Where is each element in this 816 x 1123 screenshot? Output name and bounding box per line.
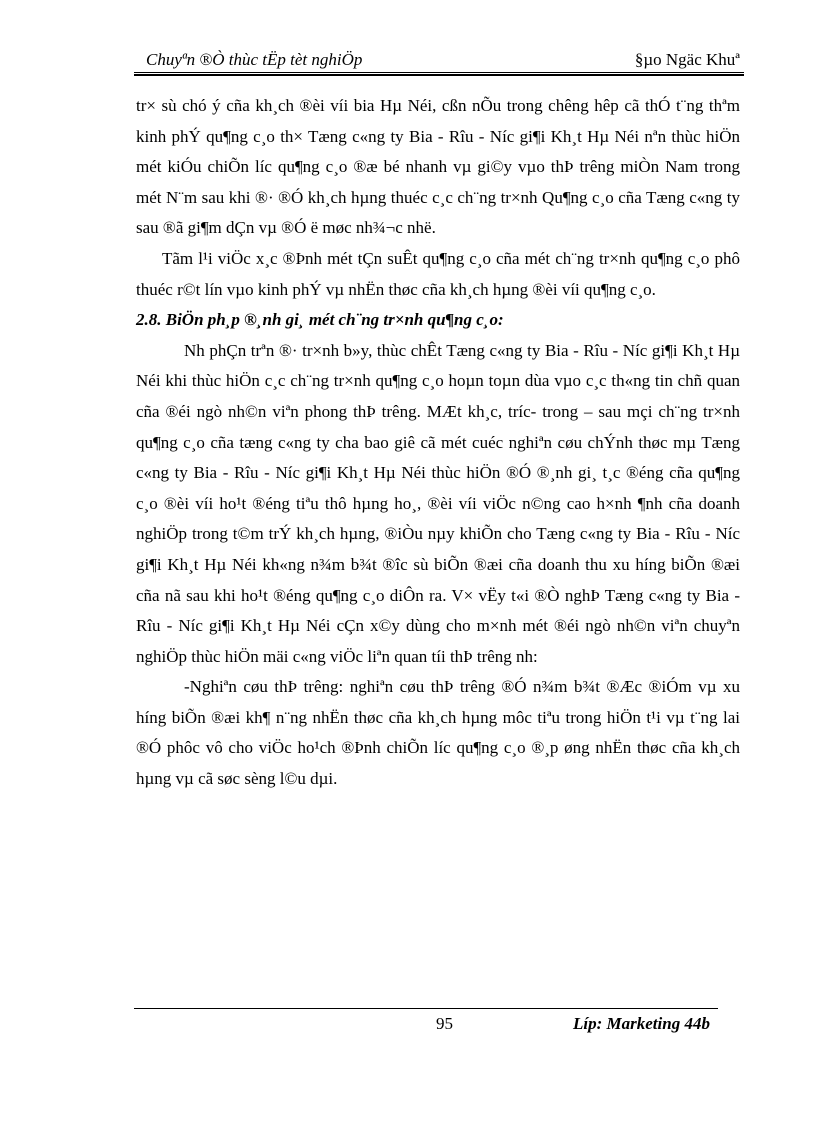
paragraph-evaluation: Nh phÇn trªn ®· tr×nh b»y, thùc chÊt Tæng c«ng ty Bia - Rîu - Níc gi¶i Kh¸t Hµ Néi khi thùc hiÖn c¸c ch¨ng tr×nh qu¶ng c¸o hoµn toµn dùa vµo c¸c th«ng tin chñ quan cña ®éi ngò nh©n viªn phong thÞ trêng. MÆt kh¸c, tríc- trong – sau mçi ch¨ng tr×nh qu¶ng c¸o cña tæng c«ng ty cha bao giê cã mét cuéc nghiªn cøu chÝnh thøc mµ Tæng c«ng ty Bia - Rîu - Níc gi¶i Kh¸t Hµ Néi thùc hiÖn ®Ó ®¸nh gi¸ t¸c ®éng cña qu¶ng c¸o ®èi víi ho¹t ®éng tiªu thô hµng ho¸, ®èi víi viÖc n©ng cao h×nh ¶nh cña doanh nghiÖp trong t©m trÝ kh¸ch hµng, ®iÒu nµy khiÕn cho Tæng c«ng ty Bia - Rîu - Níc gi¶i Kh¸t Hµ Néi kh«ng n¾m b¾t ®îc sù biÕn ®æi cña doanh thu xu híng biÕn ®æi cña nã sau khi ho¹t ®éng qu¶ng c¸o diÔn ra. V× vËy t«i ®Ò nghÞ Tæng c«ng ty Bia - Rîu - Níc gi¶i Kh¸t Hµ Néi cÇn x©y dùng cho m×nh mét ®éi ngò nh©n viªn chuyªn nghiÖp thùc hiÖn mäi c«ng viÖc liªn quan tíi thÞ trêng nh: [136,340,740,666]
header-author: §µo Ngäc Khuª [634,50,740,69]
section-heading: 2.8. BiÖn ph¸p ®¸nh gi¸ mét ch¨ng tr×nh qu¶ng c¸o: [136,310,504,330]
header-divider [134,72,744,76]
page-header [134,50,744,72]
paragraph-continuation: tr× sù chó ý cña kh¸ch ®èi víi bia Hµ Néi, cßn nÕu trong chêng hêp cã thÓ t¨ng thªm kinh phÝ qu¶ng c¸o th× Tæng c«ng ty Bia - Rîu - Níc gi¶i Kh¸t Hµ Néi nªn thùc hiÖn mét kiÓu chiÕn líc qu¶ng c¸o ®æ bé nhanh vµ gi©y vµo thÞ trêng miÒn Nam trong mét N¨m sau khi ®· ®Ó kh¸ch hµng thuéc c¸c ch¨ng tr×nh Qu¶ng c¸o cña Tæng c«ng ty sau ®ã gi¶m dÇn vµ ®Ó ë møc nh¾¬c nhë. [136,96,740,238]
page-body [136,91,740,795]
page-number: 95 [436,1014,453,1033]
paragraph-market-research: -Nghiªn cøu thÞ trêng: nghiªn cøu thÞ trêng ®Ó n¾m b¾t ®Æc ®iÓm vµ xu híng biÕn ®æi kh¶ n¨ng nhËn thøc cña kh¸ch hµng môc tiªu trong hiÖn t¹i vµ t¨ng lai ®Ó phôc vô cho viÖc ho¹ch ®Þnh chiÕn líc qu¶ng c¸o ®¸p øng nhËn thøc cña kh¸ch hµng vµ cã søc sèng l©u dµi. [136,677,740,789]
paragraph-frequency: Tãm l¹i viÖc x¸c ®Þnh mét tÇn suÊt qu¶ng c¸o cña mét ch¨ng tr×nh qu¶ng c¸o phô thuéc r©t lín vµo kinh phÝ vµ nhËn thøc cña kh¸ch hµng ®èi víi qu¶ng c¸o. [136,248,740,299]
header-title: Chuyªn ®Ò thùc tËp tèt nghiÖp [146,50,363,69]
footer-divider [134,1008,718,1009]
footer-class-label: Líp: Marketing 44b [573,1014,710,1033]
